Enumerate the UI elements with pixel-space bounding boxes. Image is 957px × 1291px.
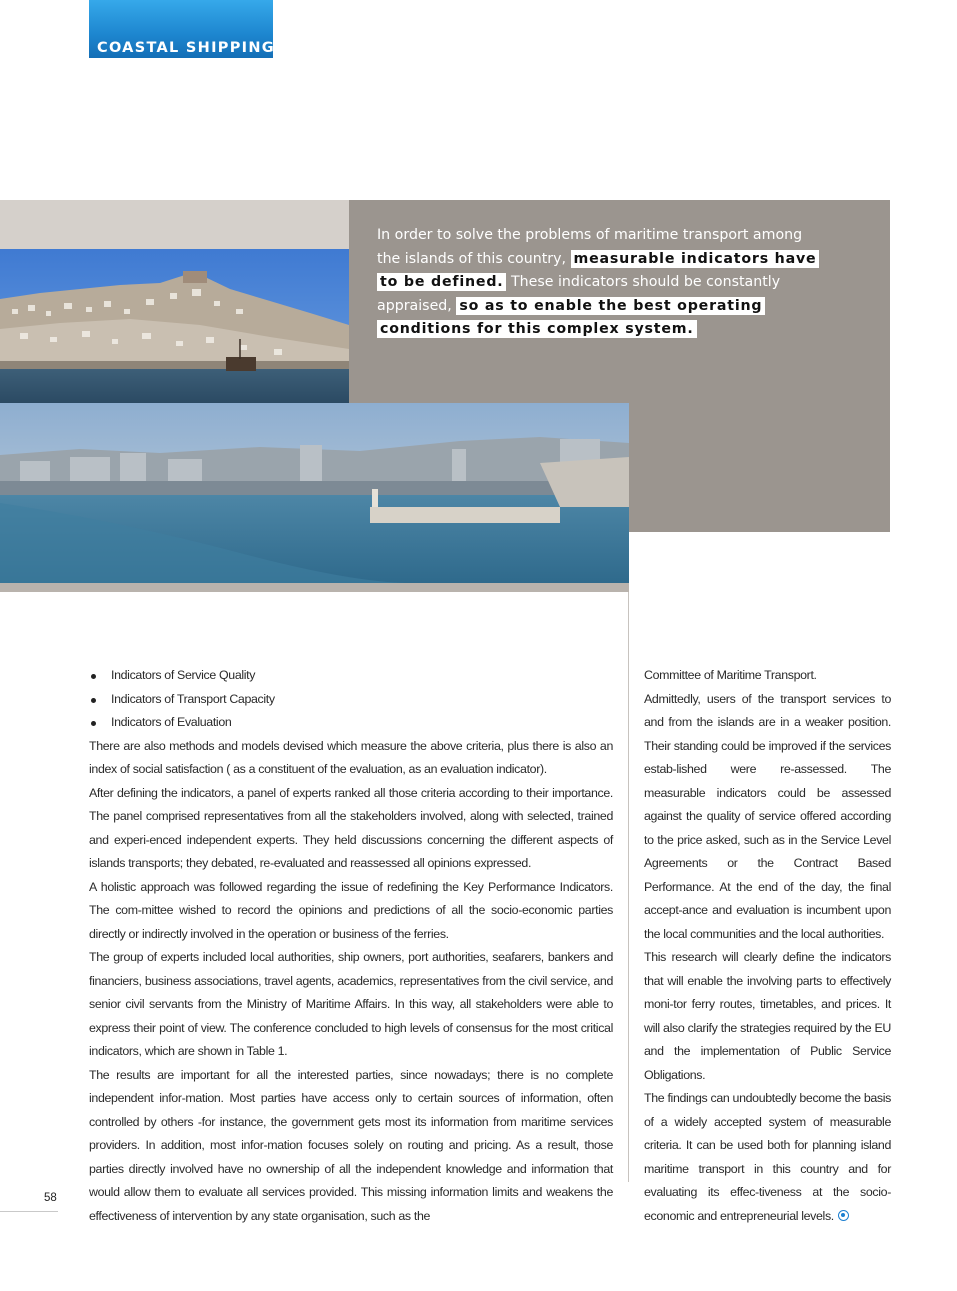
final-paragraph-text: The findings can undoubtedly become the basis of a widely accepted system of measurable criteria. It can be used both for planning island maritime transport in this country and for evaluating its effec-tiveness at the socio-economic and entrepreneurial levels. [644,1091,891,1223]
left-text-column [89,664,613,1228]
pull-quote-text-2: These indicators should be constantly appraised, [377,274,781,314]
section-label: COASTAL SHIPPING [97,40,275,56]
image-base-bar [0,583,629,592]
pull-quote-highlight-1: measurable indicators have to be defined. [377,250,819,292]
indicator-list [89,664,613,735]
body-paragraph: There are also methods and models devised which measure the above criteria, plus there is also an index of social satisfaction ( as a constituent of the evaluation, as an evaluation indicator). [89,738,613,776]
body-paragraph: After defining the indicators, a panel of experts ranked all those criteria according to their importance. The panel comprised representatives from all the stakeholders involved, along with selected, trained and experi-enced independent experts. They held discussions concerning the different aspects of islands transports; they debated, re-evaluated and reassessed all opinions expressed. [89,785,613,870]
indicator-list-item: Indicators of Transport Capacity [89,688,613,712]
page-number: 58 [44,1192,57,1204]
harbor-town-photo [0,249,349,403]
pull-quote-text-1: In order to solve the problems of maritime transport among the islands of this country, [377,227,803,267]
body-paragraph: The results are important for all the interested parties, since nowadays; there is no complete independent infor-mation. Most parties have access only to certain sources of information, often controlled by others -for instance, the government gets most its information from maritime services providers. In addition, most infor-mation focuses solely on routing and pricing. As a result, those parties directly involved have no ownership of all the independent knowledge and information that would allow them to evaluate all services provided. This missing information limits and weakens the effectiveness of intervention by any state organisation, such as the [89,1067,613,1223]
port-photo [0,403,629,583]
body-paragraph: Committee of Maritime Transport. [644,668,817,682]
pull-quote-highlight-2: so as to enable the best operating conditions for this complex system. [377,297,765,339]
section-header-tab [89,0,273,58]
final-paragraph [644,1087,891,1228]
body-paragraph: Admittedly, users of the transport services to and from the islands are in a weaker position. Their standing could be improved if the services estab-lished were re-assessed. The measurable indicators could be assessed against the quality of service offered according to the price asked, such as in the Service Level Agreements or the Contract Based Performance. At the end of the day, the final accept-ance and evaluation is incumbent upon the local communities and the local authorities. [644,691,891,941]
indicator-list-item: Indicators of Evaluation [89,711,613,735]
column-divider [628,592,629,1182]
pull-quote [377,224,817,342]
page-number-rule [0,1211,58,1212]
body-paragraph: A holistic approach was followed regarding the issue of redefining the Key Performance Indicators. The com-mittee wished to record the opinions and predictions of all the socio-economic parties directly or indirectly involved in the operation or business of the ferries. [89,879,613,941]
body-paragraph: The group of experts included local authorities, ship owners, port authorities, seafarers, bankers and financiers, business associations, travel agents, academics, representatives from the civil service, and senior civil servants from the Ministry of Maritime Affairs. In this way, all stakeholders were able to express their point of view. The conference concluded to high levels of consensus for the most critical indicators, which are shown in Table 1. [89,950,613,1058]
indicator-list-item: Indicators of Service Quality [89,664,613,688]
body-paragraph: This research will clearly define the indicators that will enable the involving parts to effectively moni-tor ferry routes, timetables, and prices. It will also clarify the strategies required by the EU and the implementation of Public Service Obligations. [644,950,891,1082]
end-of-article-icon [838,1210,849,1221]
right-text-column [644,664,891,1228]
